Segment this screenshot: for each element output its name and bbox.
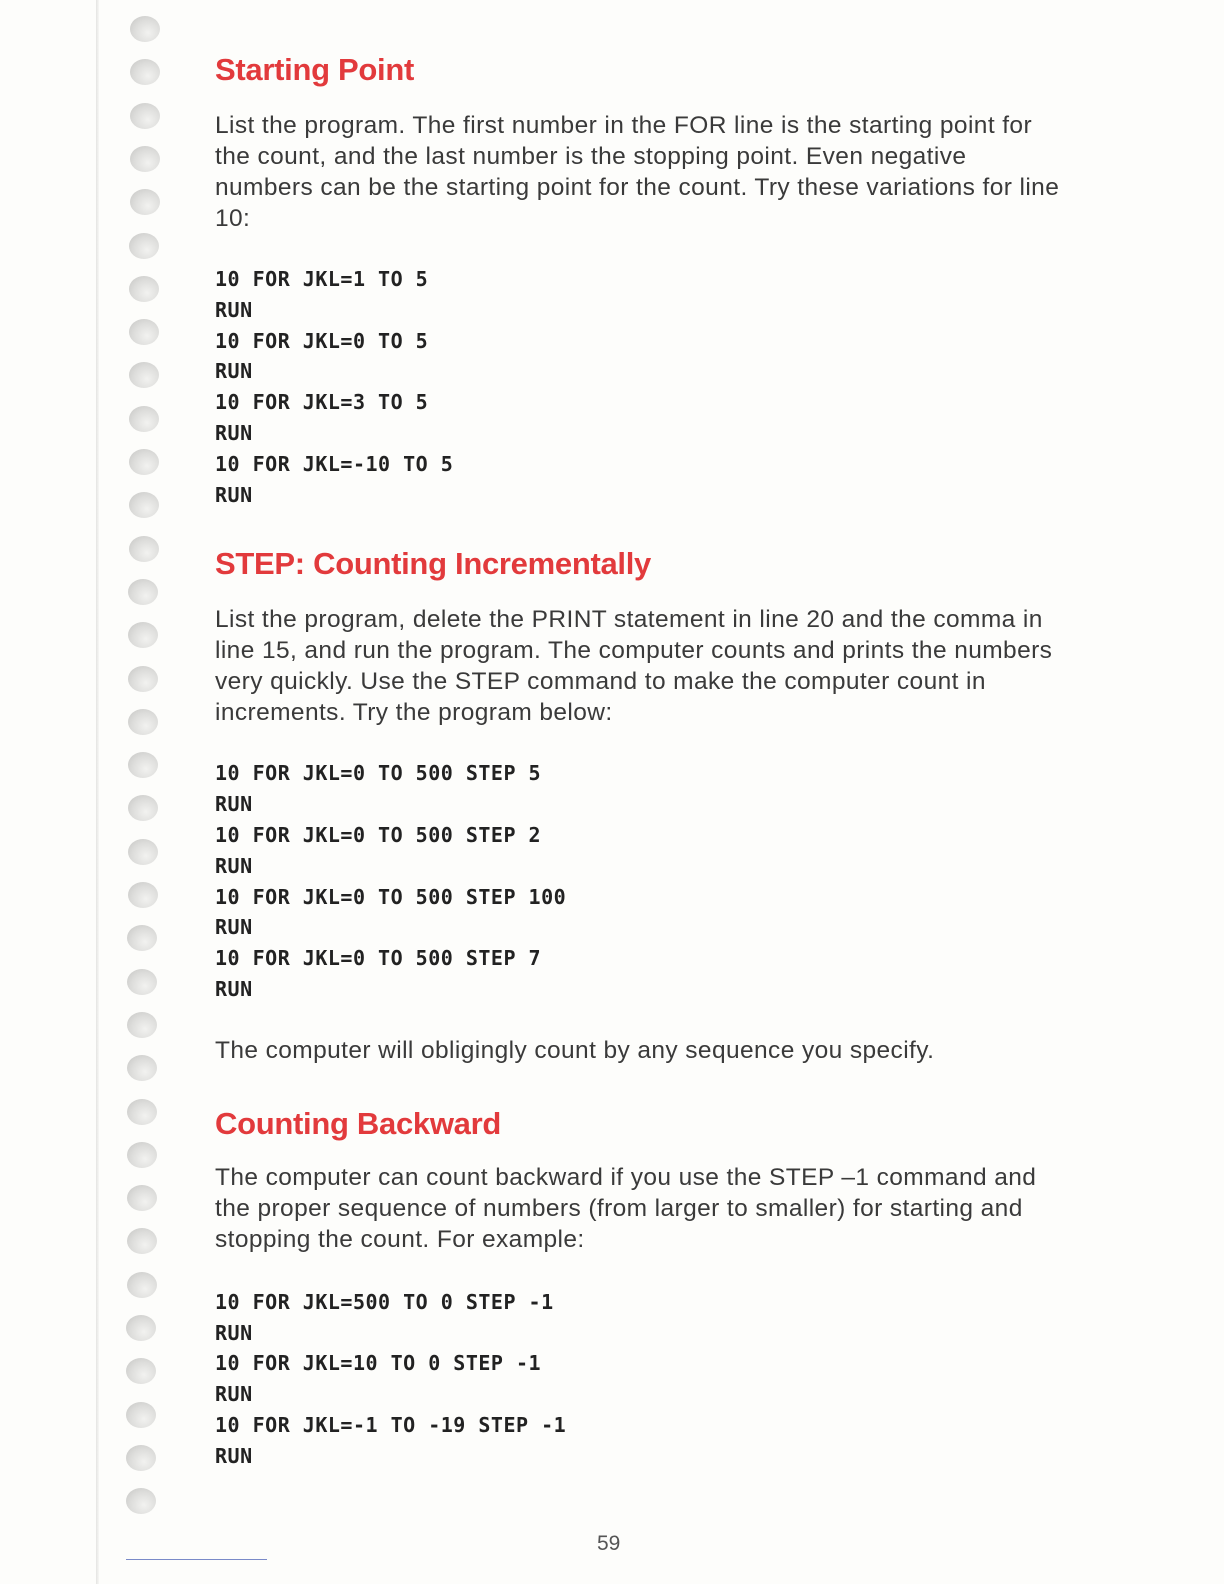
section-heading: Starting Point [215,52,415,87]
section-step-counting [215,546,1095,1065]
binder-hole [126,1315,156,1341]
binder-hole [127,1055,157,1081]
section-heading: STEP: Counting Incrementally [215,546,651,582]
code-line: 10 FOR JKL=-1 TO -19 STEP -1 [215,1412,567,1437]
binder-hole [126,1402,156,1428]
binder-hole [129,406,159,432]
page-number: 59 [597,1532,621,1555]
binder-hole [128,752,158,778]
code-line: 10 FOR JKL=0 TO 5 [215,328,429,353]
binding-edge [96,0,99,1584]
binder-hole [126,1358,156,1384]
binder-hole [127,969,157,995]
binder-hole [129,536,159,562]
binding-holes [120,0,160,1584]
binder-hole [127,1272,157,1298]
binder-hole [127,1142,157,1168]
binder-hole [130,16,160,42]
code-listing [215,1287,1095,1472]
section-paragraph: List the program. The first number in the FOR line is the starting point for the count, and the last number is the stopping point. Even negative numbers can be the starting point for the count. Try these variations for line 10: [215,112,1060,232]
section-paragraph: The computer can count backward if you use the STEP –1 command and the proper sequence of numbers (from larger to smaller) for starting and stopping the count. For example: [215,1163,1037,1253]
code-line: RUN [215,297,253,322]
code-listing [215,264,1095,510]
binder-hole [129,319,159,345]
binder-hole [130,146,160,172]
code-line: 10 FOR JKL=10 TO 0 STEP -1 [215,1351,542,1376]
binder-hole [129,276,159,302]
code-line: 10 FOR JKL=0 TO 500 STEP 7 [215,946,542,971]
binder-hole [130,189,160,215]
page-content [215,52,1095,1472]
binder-hole [128,795,158,821]
binder-hole [129,362,159,388]
section-counting-backward [215,1106,1095,1472]
code-line: 10 FOR JKL=0 TO 500 STEP 2 [215,822,542,847]
binder-hole [127,1185,157,1211]
section-heading: Counting Backward [215,1105,501,1141]
binder-hole [126,1488,156,1514]
code-line: 10 FOR JKL=500 TO 0 STEP -1 [215,1289,554,1314]
section-paragraph: List the program, delete the PRINT statement in line 20 and the comma in line 15, and run the program. The computer counts and prints the numbers very quickly. Use the STEP command to make the computer count in increments. Try the program below: [215,606,1053,727]
binder-hole [128,579,158,605]
section-closing-paragraph: The computer will obligingly count by any sequence you specify. [215,1036,935,1064]
section-starting-point [215,52,1095,510]
code-line: RUN [215,1443,253,1468]
code-line: RUN [215,976,253,1001]
code-line: RUN [215,853,253,878]
binder-hole [128,839,158,865]
code-line: RUN [215,915,253,940]
binder-hole [127,1099,157,1125]
binder-hole [129,492,159,518]
code-line: 10 FOR JKL=3 TO 5 [215,390,429,415]
code-line: RUN [215,1320,253,1345]
code-line: 10 FOR JKL=0 TO 500 STEP 5 [215,761,542,786]
binder-hole [128,666,158,692]
binder-hole [127,1012,157,1038]
footer-rule [126,1559,267,1560]
code-line: 10 FOR JKL=1 TO 5 [215,267,429,291]
binder-hole [128,622,158,648]
binder-hole [128,709,158,735]
code-line: 10 FOR JKL=0 TO 500 STEP 100 [215,884,567,909]
binder-hole [129,233,159,259]
binder-hole [130,103,160,129]
binder-hole [130,59,160,85]
code-line: RUN [215,359,253,384]
code-line: RUN [215,1382,253,1407]
code-listing [215,758,1095,1004]
binder-hole [127,1228,157,1254]
binder-hole [128,882,158,908]
code-line: RUN [215,420,253,445]
code-line: RUN [215,792,253,817]
binder-hole [129,449,159,475]
code-line: RUN [215,482,253,507]
code-line: 10 FOR JKL=-10 TO 5 [215,451,454,476]
binder-hole [126,1445,156,1471]
binder-hole [127,925,157,951]
